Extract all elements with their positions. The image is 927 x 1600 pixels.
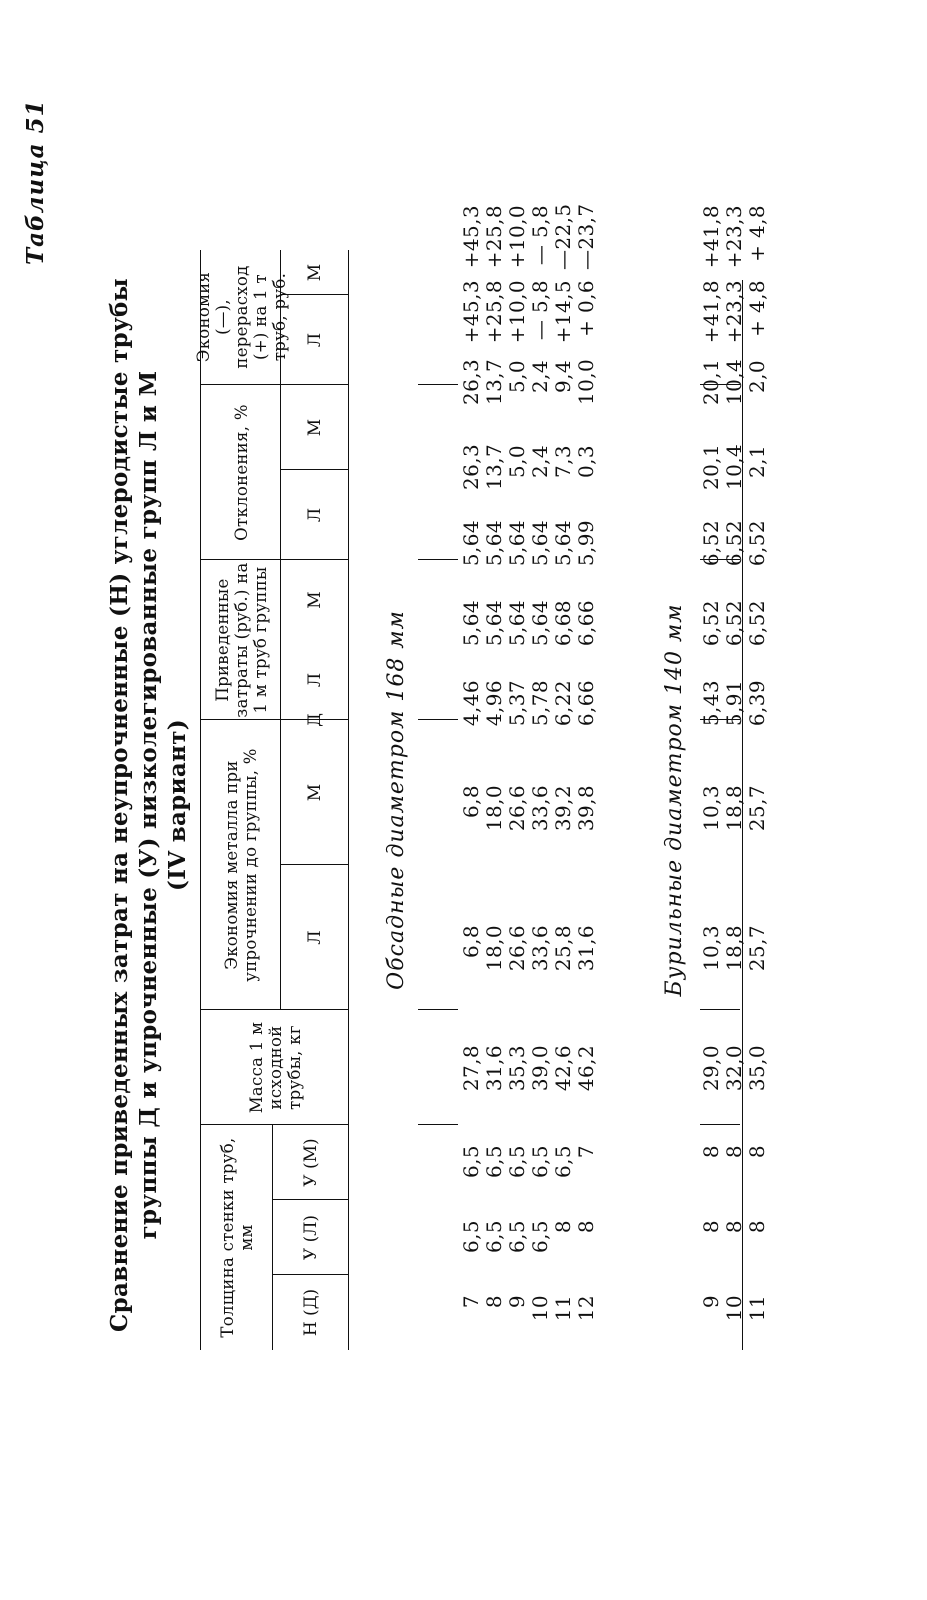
col-cost-m [700, 520, 769, 570]
table-cell: 0,3 [574, 445, 598, 479]
table-cell: 20,1 [699, 358, 723, 405]
table-cell: 6,52 [745, 600, 769, 647]
header-sav-m: М [305, 263, 325, 282]
vrule [700, 1124, 740, 1125]
table-cell: 6,52 [699, 520, 723, 567]
vrule [418, 1124, 458, 1125]
table-cell: 7,3 [551, 445, 575, 479]
table-cell: 5,64 [459, 520, 483, 567]
col-dev-m [700, 360, 769, 405]
table-cell: 5,64 [505, 600, 529, 647]
col-econ-m [460, 785, 598, 840]
table-cell: 18,0 [482, 785, 506, 832]
table-cell: 6,5 [459, 1220, 483, 1254]
table-cell: 8 [482, 1295, 506, 1309]
table-cell: —22,5 [551, 203, 575, 270]
table-title [105, 250, 192, 1360]
table-cell: 31,6 [574, 925, 598, 972]
title-line-1: Сравнение приведенных затрат на неупрочненные (Н) углеродистые трубы [106, 278, 133, 1332]
table-cell: 2,0 [745, 360, 769, 394]
table-cell: 8 [722, 1220, 746, 1234]
table-cell: 10,0 [574, 358, 598, 405]
table-cell: 33,6 [528, 925, 552, 972]
table-cell: 18,0 [482, 925, 506, 972]
table-cell: 5,64 [482, 520, 506, 567]
col-sav-l [460, 280, 598, 345]
table-cell: 5,64 [551, 520, 575, 567]
table-cell: 10 [528, 1295, 552, 1322]
col-cost-l [700, 600, 769, 650]
vrule [418, 719, 458, 720]
table-cell: 6,8 [459, 785, 483, 819]
col-cost-m [460, 520, 598, 570]
table-cell: 7 [574, 1145, 598, 1159]
table-cell: 9,4 [551, 360, 575, 394]
table-cell: 6,5 [528, 1220, 552, 1254]
table-cell: 5,0 [505, 445, 529, 479]
table-cell: 4,46 [459, 680, 483, 727]
table-cell: 18,8 [722, 785, 746, 832]
table-cell: + 4,8 [745, 280, 769, 337]
table-cell: 2,1 [745, 445, 769, 479]
header-costs: Приведенные затраты (руб.) на 1 м труб группы [212, 562, 270, 718]
table-cell: 6,52 [745, 520, 769, 567]
header-sav-l: Л [305, 332, 325, 348]
table-cell: +14,5 [551, 280, 575, 344]
table-cell: 5,64 [505, 520, 529, 567]
table-cell: 35,0 [745, 1045, 769, 1092]
table-cell: 4,96 [482, 680, 506, 727]
table-cell: 9 [505, 1295, 529, 1309]
vrule [418, 1009, 458, 1010]
table-cell: 29,0 [699, 1045, 723, 1092]
table-cell: 6,5 [505, 1220, 529, 1254]
table-cell: 5,64 [528, 520, 552, 567]
section-title-drill: Бурильные диаметром 140 мм [662, 603, 687, 997]
col-mass [700, 1045, 769, 1100]
table-cell: +41,8 [699, 280, 723, 344]
table-cell: 25,7 [745, 785, 769, 832]
table-cell: 6,5 [528, 1145, 552, 1179]
table-cell: 25,7 [745, 925, 769, 972]
table-cell: +41,8 [699, 205, 723, 269]
header-economy-l: Л [305, 930, 325, 945]
table-cell: 6,5 [551, 1145, 575, 1179]
table-cell: 7 [459, 1295, 483, 1309]
table-cell: + 4,8 [745, 205, 769, 262]
table-cell: 6,66 [574, 600, 598, 647]
vrule [418, 384, 458, 385]
header-deviations: Отклонения, % [231, 404, 251, 541]
table-cell: 42,6 [551, 1045, 575, 1092]
table-cell: 11 [551, 1295, 575, 1322]
table-cell: 27,8 [459, 1045, 483, 1092]
table-cell: 5,78 [528, 680, 552, 727]
table-cell: +23,3 [722, 280, 746, 344]
table-cell: 6,22 [551, 680, 575, 727]
table-cell: 46,2 [574, 1045, 598, 1092]
table-cell: 13,7 [482, 358, 506, 405]
table-cell: 5,64 [482, 600, 506, 647]
table-cell: — 5,8 [528, 205, 552, 266]
table-cell: 6,8 [459, 925, 483, 959]
table-cell: 10,4 [722, 358, 746, 405]
col-u-l [460, 1220, 598, 1260]
table-cell: 6,5 [505, 1145, 529, 1179]
table-cell: 8 [699, 1220, 723, 1234]
col-u-m [700, 1145, 769, 1185]
top-rule [200, 250, 201, 1350]
table-cell: 26,6 [505, 925, 529, 972]
table-cell: 5,64 [528, 600, 552, 647]
table-cell: 2,4 [528, 445, 552, 479]
table-cell: 9 [699, 1295, 723, 1309]
col-dev-l [460, 445, 598, 490]
header-cost-m: М [305, 591, 325, 609]
wall-thickness-subrule [272, 1125, 273, 1350]
table-cell: 10 [722, 1295, 746, 1322]
table-cell: 8 [745, 1220, 769, 1234]
header-economy-m: М [305, 783, 325, 802]
table-cell: 12 [574, 1295, 598, 1322]
header-savings: Экономия (—), перерасход (+) на 1 т труб, руб. [193, 265, 289, 369]
table-number: Таблица 51 [22, 99, 49, 265]
table-cell: 10,4 [722, 443, 746, 490]
section-title-casing: Обсадные диаметром 168 мм [384, 610, 409, 990]
table-cell: 2,4 [528, 360, 552, 394]
table-cell: 8 [699, 1145, 723, 1159]
table-cell: 20,1 [699, 443, 723, 490]
col-dev-m [460, 360, 598, 405]
col-cost-d [460, 680, 598, 730]
col-n-d [460, 1295, 598, 1335]
table-cell: 6,52 [699, 600, 723, 647]
header-u-m: У (М) [301, 1138, 321, 1187]
table-cell: 39,8 [574, 785, 598, 832]
table-cell: 6,5 [482, 1145, 506, 1179]
table-cell: 8 [722, 1145, 746, 1159]
table-cell: 6,39 [745, 680, 769, 727]
table-cell: +45,3 [459, 205, 483, 269]
table-cell: —23,7 [574, 203, 598, 270]
table-cell: 8 [551, 1220, 575, 1234]
table-cell: +23,3 [722, 205, 746, 269]
table-cell: 26,3 [459, 443, 483, 490]
col-econ-m [700, 785, 769, 840]
table-cell: 6,52 [722, 600, 746, 647]
table-cell: +10,0 [505, 205, 529, 269]
col-n-d [700, 1295, 769, 1335]
table-cell: 18,8 [722, 925, 746, 972]
table-cell: 5,37 [505, 680, 529, 727]
table-cell: 10,3 [699, 785, 723, 832]
table-cell: 6,5 [482, 1220, 506, 1254]
economy-subrule [280, 720, 281, 1010]
col-econ-l [700, 925, 769, 980]
table-cell: +45,3 [459, 280, 483, 344]
table-cell: 8 [745, 1145, 769, 1159]
col-sav-m [460, 205, 598, 270]
table-cell: 39,0 [528, 1045, 552, 1092]
table-cell: 5,43 [699, 680, 723, 727]
header-dev-l: Л [305, 507, 325, 523]
table-cell: — 5,8 [528, 280, 552, 341]
table-cell: 32,0 [722, 1045, 746, 1092]
table-cell: +25,8 [482, 205, 506, 269]
header-mass: Масса 1 м исходной трубы, кг [246, 1021, 304, 1114]
vrule [418, 559, 458, 560]
vrule [700, 1009, 740, 1010]
table-cell: +10,0 [505, 280, 529, 344]
col-cost-d [700, 680, 769, 730]
table-cell: 6,52 [722, 520, 746, 567]
table-cell: 6,66 [574, 680, 598, 727]
table-cell: 13,7 [482, 443, 506, 490]
header-cost-l: Л [305, 672, 325, 688]
header-dev-m: М [305, 418, 325, 437]
table-cell: 6,68 [551, 600, 575, 647]
col-dev-l [700, 445, 769, 490]
header-u-l: У (Л) [301, 1214, 321, 1261]
header-economy-metal: Экономия металла при упрочнении до группы, % [222, 748, 260, 982]
table-cell: 10,3 [699, 925, 723, 972]
costs-subrule [280, 560, 281, 720]
title-line-2: группы Д и упрочненные (У) низколегированные групп Л и М [135, 370, 162, 1240]
table-cell: 31,6 [482, 1045, 506, 1092]
col-mass [460, 1045, 598, 1100]
table-cell: 5,91 [722, 680, 746, 727]
table-cell: 25,8 [551, 925, 575, 972]
table-cell: 26,3 [459, 358, 483, 405]
col-sav-l [700, 280, 769, 345]
table-cell: 39,2 [551, 785, 575, 832]
table-cell: 35,3 [505, 1045, 529, 1092]
col-u-m [460, 1145, 598, 1185]
table-cell: 5,0 [505, 360, 529, 394]
table-cell: 33,6 [528, 785, 552, 832]
table-cell: + 0,6 [574, 280, 598, 337]
table-cell: 8 [574, 1220, 598, 1234]
header-n-d: Н (Д) [301, 1288, 321, 1337]
header-bottom-rule [348, 250, 349, 1350]
rotated-table-page: Таблица 51 Сравнение приведенных затрат на неупрочненные (Н) углеродистые трубы группы Д и упрочненные (У) низколегированные групп Л и М (IV вариант) Толщина стенки труб, мм Н (Д) У (Л) У (М) Масса 1 м исходной трубы, кг Экономия металла при упрочнении до группы, % Л М Приведенные затраты (руб.) на 1 м труб группы Д Л М Отклонения, % Л М Экономия (—), перерасход (+) на 1 т труб, руб. Л М Обсадные диаметром 168 мм Бурильные диаметром 140 мм 7 8 9 10 11 12 6,5 6,5 6,5 6,5 8 8 6,5 6,5 6,5 6,5 6,5 7 27,8 31,6 35,3 39,0 42,6 46,2 6,8 18,0 26,6 33,6 25,8 31,6 6,8 18,0 26,6 33,6 39,2 39,8 4,46 4,96 5,37 5,78 6,22 6,66 5,64 5,64 5,64 5,64 6,68 6,66 5,64 5,64 5,64 5,64 5,64 5,99 26,3 13,7 5,0 2,4 7,3 0,3 26,3 13,7 5,0 2,4 9,4 10,0 +45,3 +25,8 +10,0 — 5,8 +14,5 + 0,6 9 10 11 8 8 8 8 8 8 29,0 32,0 35,0 10,3 18,8 25,7 10,3 18,8 25,7 5,43 5,91 6,39 6,52 6,52 6,52 6,52 6,52 6,52 20,1 10,4 2,1 20,1 10,4 2,0 +45,3 +25,8 +10,0 — 5,8 —22,5 —23,7 +41,8 +23,3 + 4,8 +41,8 +23,3 + 4,8 [0, 0, 927, 1600]
header-wall-thickness: Толщина стенки труб, мм [218, 1137, 256, 1338]
table-cell: 26,6 [505, 785, 529, 832]
table-cell: 5,99 [574, 520, 598, 567]
table-cell: 11 [745, 1295, 769, 1322]
table-cell: 5,64 [459, 600, 483, 647]
table-cell: 6,5 [459, 1145, 483, 1179]
col-sav-m [700, 205, 769, 270]
table-cell: +25,8 [482, 280, 506, 344]
title-line-3: (IV вариант) [164, 719, 191, 891]
col-u-l [700, 1220, 769, 1260]
col-cost-l [460, 600, 598, 650]
col-econ-l [460, 925, 598, 980]
